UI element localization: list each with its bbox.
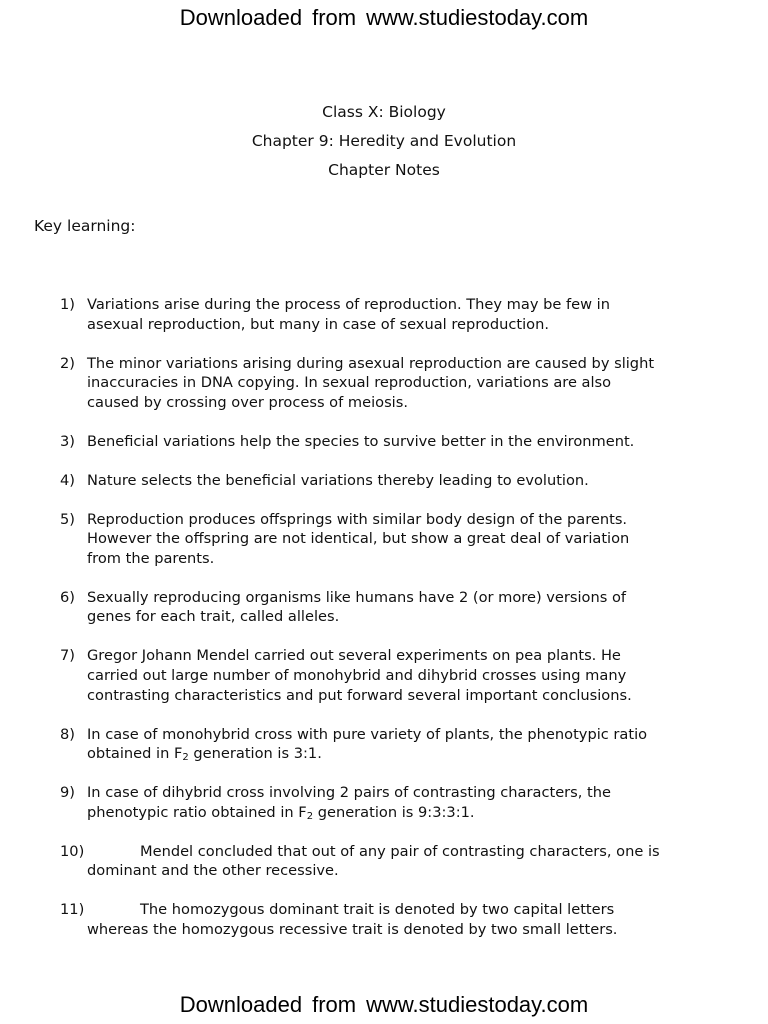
list-item-text: Sexually reproducing organisms like humans have 2 (or more) versions of bbox=[87, 588, 627, 606]
list-item-text-part: generation is 9:3:3:1. bbox=[313, 803, 475, 821]
key-learning-list bbox=[0, 295, 768, 959]
footer-banner-word-from: from bbox=[312, 992, 357, 1017]
list-item-text: whereas the homozygous recessive trait is denoted by two small letters. bbox=[87, 920, 618, 938]
list-item-6 bbox=[0, 588, 768, 627]
header-banner-word-from: from bbox=[312, 5, 357, 30]
list-item-text: Beneficial variations help the species to survive better in the environment. bbox=[87, 432, 635, 450]
header-banner-url: www.studiestoday.com bbox=[366, 5, 589, 30]
list-item-text: carried out large number of monohybrid and dihybrid crosses using many bbox=[87, 667, 627, 685]
list-item-text: The homozygous dominant trait is denoted by two capital letters bbox=[140, 901, 615, 919]
list-item-number: 6) bbox=[60, 588, 75, 606]
list-item-text: genes for each trait, called alleles. bbox=[87, 608, 340, 626]
list-item-text: The minor variations arising during asexual reproduction are caused by slight bbox=[87, 354, 655, 372]
list-item-3 bbox=[0, 432, 768, 452]
footer-download-banner bbox=[0, 992, 768, 1018]
document-headings bbox=[0, 98, 768, 185]
list-item-4 bbox=[0, 471, 768, 491]
list-item-text: caused by crossing over process of meiosis. bbox=[87, 393, 408, 411]
section-title: Key learning: bbox=[34, 217, 136, 235]
list-item-text: Nature selects the beneficial variations thereby leading to evolution. bbox=[87, 471, 589, 489]
list-item-11 bbox=[0, 900, 768, 939]
chapter-heading: Chapter 9: Heredity and Evolution bbox=[251, 132, 517, 150]
subscript-generation: 2 bbox=[306, 810, 314, 822]
list-item-number: 7) bbox=[60, 647, 75, 665]
list-item-text: Mendel concluded that out of any pair of contrasting characters, one is bbox=[140, 842, 660, 860]
list-item-8 bbox=[0, 725, 768, 764]
list-item-text: However the offspring are not identical, but show a great deal of variation bbox=[87, 530, 630, 548]
list-item-text: asexual reproduction, but many in case of sexual reproduction. bbox=[87, 315, 549, 333]
notes-heading: Chapter Notes bbox=[328, 161, 440, 179]
list-item-7 bbox=[0, 646, 768, 705]
list-item-text: Gregor Johann Mendel carried out several experiments on pea plants. He bbox=[87, 647, 621, 665]
subscript-generation: 2 bbox=[182, 752, 189, 764]
list-item-text: dominant and the other recessive. bbox=[87, 862, 339, 880]
list-item-10 bbox=[0, 842, 768, 881]
list-item-text: In case of dihybrid cross involving 2 pairs of contrasting characters, the bbox=[87, 784, 611, 802]
list-item-text: contrasting characteristics and put forward several important conclusions. bbox=[87, 686, 632, 704]
list-item-text: inaccuracies in DNA copying. In sexual reproduction, variations are also bbox=[87, 374, 612, 392]
list-item-text bbox=[87, 744, 738, 764]
list-item-text-part: phenotypic ratio obtained in F bbox=[87, 803, 307, 821]
list-item-number: 11) bbox=[60, 901, 85, 919]
header-download-banner bbox=[0, 5, 768, 31]
list-item-text-part: generation is 3:1. bbox=[188, 745, 322, 763]
list-item-number: 5) bbox=[60, 510, 75, 528]
list-item-9 bbox=[0, 783, 768, 822]
list-item-number: 9) bbox=[60, 784, 75, 802]
list-item-number: 2) bbox=[60, 354, 75, 372]
list-item-text: from the parents. bbox=[87, 549, 215, 567]
list-item-text: Variations arise during the process of reproduction. They may be few in bbox=[87, 296, 610, 313]
list-item-text: In case of monohybrid cross with pure variety of plants, the phenotypic ratio bbox=[87, 725, 648, 743]
list-item-text-part: obtained in F bbox=[87, 745, 183, 763]
list-item-text: Reproduction produces offsprings with similar body design of the parents. bbox=[87, 510, 628, 528]
footer-banner-url: www.studiestoday.com bbox=[366, 992, 589, 1017]
list-item-text bbox=[87, 803, 738, 823]
list-item-number: 4) bbox=[60, 471, 75, 489]
list-item-2 bbox=[0, 354, 768, 413]
list-item-number: 3) bbox=[60, 432, 75, 450]
footer-banner-word-downloaded: Downloaded bbox=[179, 992, 303, 1017]
list-item-5 bbox=[0, 510, 768, 569]
class-heading: Class X: Biology bbox=[322, 103, 446, 121]
list-item-number: 1) bbox=[60, 296, 75, 313]
header-banner-word-downloaded: Downloaded bbox=[179, 5, 303, 30]
list-item-number: 10) bbox=[60, 842, 85, 860]
list-item-1 bbox=[0, 295, 768, 334]
list-item-number: 8) bbox=[60, 725, 75, 743]
